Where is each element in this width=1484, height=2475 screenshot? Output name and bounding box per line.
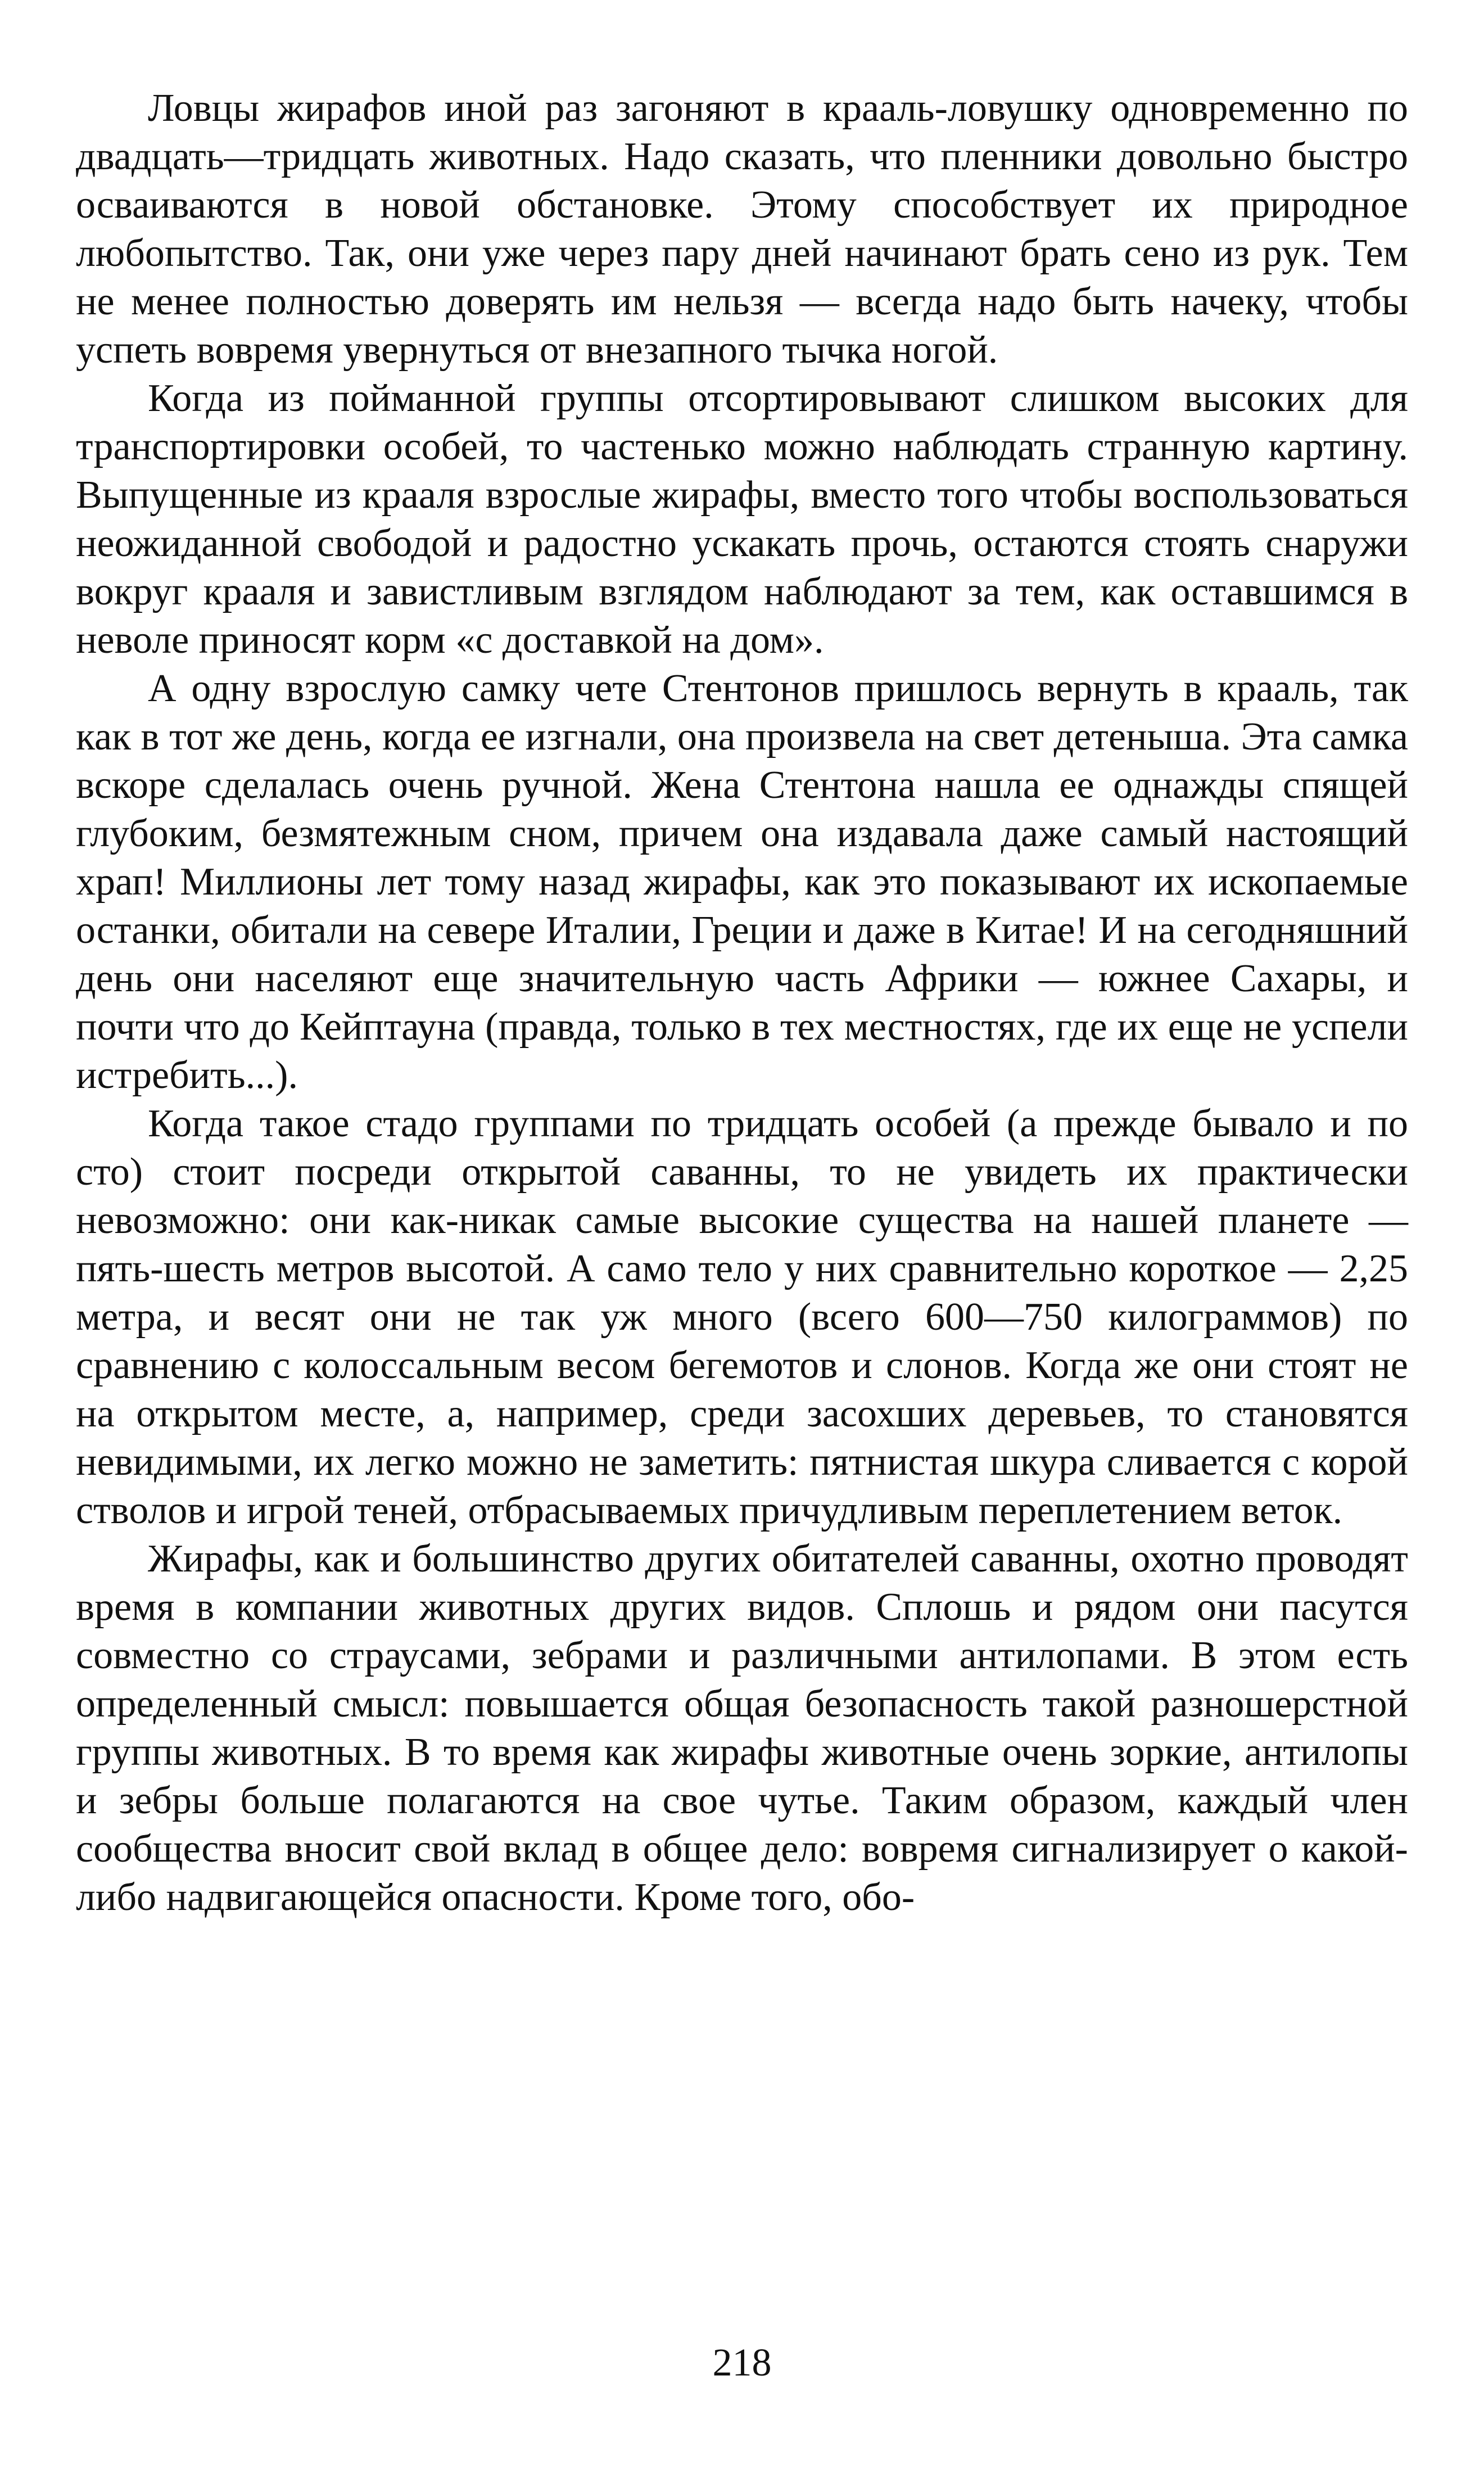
paragraph: А одну взрослую самку чете Стентонов пришлось вернуть в крааль, так как в тот же день, когда ее изгнали, она произвела на свет детеныша. Эта самка вскоре сделалась очень ручной. Жена Стентона нашла ее однажды спящей глубоким, безмятежным сном, причем она издавала даже самый настоящий храп! Миллионы лет тому назад жирафы, как это показывают их ископаемые останки, обитали на севере Италии, Греции и даже в Китае! И на сегодняшний день они населяют еще значительную часть Африки — южнее Сахары, и почти что до Кейптауна (правда, только в тех местностях, где их еще не успели истребить...). bbox=[76, 667, 1408, 1097]
paragraph: Когда такое стадо группами по тридцать особей (а прежде бывало и по сто) стоит посреди открытой саванны, то не увидеть их практически невозможно: они как-никак самые высокие существа на нашей планете — пять-шесть метров высотой. А само тело у них сравнительно короткое — 2,25 метра, и весят они не так уж много (всего 600—750 килограммов) по сравнению с колоссальным весом бегемотов и слонов. Когда же они стоят не на открытом месте, а, например, среди засохших деревьев, то становятся невидимыми, их легко можно не заметить: пятнистая шкура сливается с корой стволов и игрой теней, отбрасываемых причудливым переплетением веток. bbox=[76, 1102, 1408, 1532]
paragraph: Ловцы жирафов иной раз загоняют в крааль-ловушку одновременно по двадцать—тридцать животных. Надо сказать, что пленники довольно быстро осваиваются в новой обстановке. Этому способствует их природное любопытство. Так, они уже через пару дней начинают брать сено из рук. Тем не менее полностью доверять им нельзя — всегда надо быть начеку, чтобы успеть вовремя увернуться от внезапного тычка ногой. bbox=[76, 87, 1408, 372]
paragraph: Жирафы, как и большинство других обитателей саванны, охотно проводят время в компании животных других видов. Сплошь и рядом они пасутся совместно со страусами, зебрами и различными антилопами. В этом есть определенный смысл: повышается общая безопасность такой разношерстной группы животных. В то время как жирафы животные очень зоркие, антилопы и зебры больше полагаются на свое чутье. Таким образом, каждый член сообщества вносит свой вклад в общее дело: вовремя сигнализирует о какой-либо надвигающейся опасности. Кроме того, обо- bbox=[76, 1537, 1408, 1919]
body-text bbox=[76, 84, 1408, 1922]
page-number: 218 bbox=[712, 2341, 772, 2384]
paragraph: Когда из пойманной группы отсортировывают слишком высоких для транспортировки особей, то частенько можно наблюдать странную картину. Выпущенные из крааля взрослые жирафы, вместо того чтобы воспользоваться неожиданной свободой и радостно ускакать прочь, остаются стоять снаружи вокруг крааля и завистливым взглядом наблюдают за тем, как оставшимся в неволе приносят корм «с доставкой на дом». bbox=[76, 377, 1408, 662]
